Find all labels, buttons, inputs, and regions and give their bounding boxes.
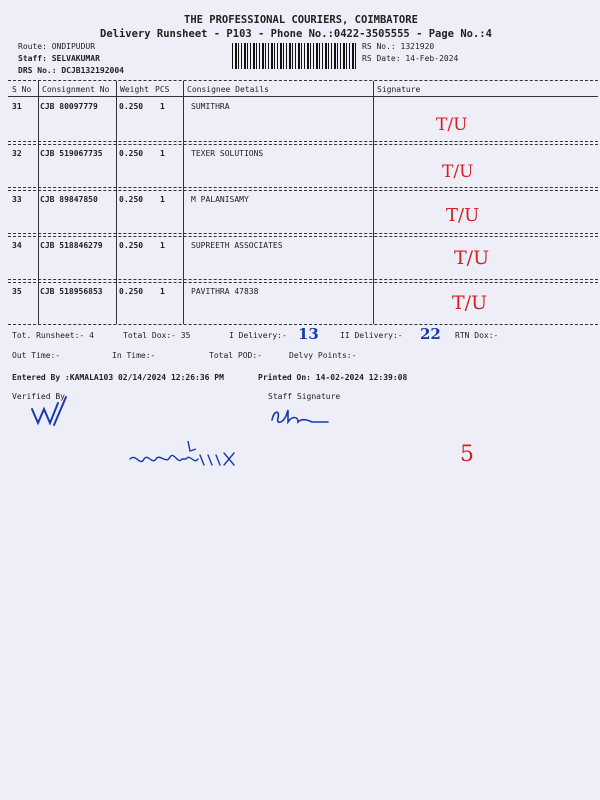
- row-sno: 32: [12, 149, 22, 158]
- signature-mark: T/U: [452, 292, 488, 314]
- row-pcs: 1: [160, 149, 165, 158]
- col-header-signature: Signature: [377, 85, 421, 94]
- table-top-rule: [8, 80, 598, 81]
- rtn-dox: RTN Dox:-: [455, 331, 499, 340]
- verifier-signature: [28, 395, 80, 429]
- row-divider: [8, 236, 598, 237]
- row-consignee: M PALANISAMY: [191, 195, 249, 204]
- row-weight: 0.250: [119, 102, 144, 111]
- entered-by: Entered By :KAMALA103 02/14/2024 12:26:36 PM: [12, 373, 224, 382]
- row-consignee: SUPREETH ASSOCIATES: [191, 241, 283, 250]
- rs-number: RS No.: 1321920: [362, 42, 435, 51]
- out-time: Out Time:-: [12, 351, 61, 360]
- signature-mark: T/U: [442, 162, 474, 182]
- company-title: THE PROFESSIONAL COURIERS, COIMBATORE: [184, 14, 418, 26]
- col-separator: [116, 81, 117, 324]
- row-pcs: 1: [160, 287, 165, 296]
- signature-mark: T/U: [454, 247, 490, 269]
- rs-date: RS Date: 14-Feb-2024: [362, 54, 459, 63]
- col-header-consignee: Consignee Details: [187, 85, 269, 94]
- row-pcs: 1: [160, 241, 165, 250]
- runsheet-subtitle: Delivery Runsheet - P103 - Phone No.:0422-3505555 - Page No.:4: [100, 28, 492, 40]
- row-consignee: SUMITHRA: [191, 102, 230, 111]
- drs-label: DRS No.: DCJB132192004: [18, 66, 124, 75]
- row-consignment: CJB 80097779: [40, 102, 98, 111]
- row-sno: 33: [12, 195, 22, 204]
- staff-signature-label: Staff Signature: [268, 392, 341, 401]
- row-consignee: TEXER SOLUTIONS: [191, 149, 264, 158]
- route-label: Route: ONDIPUDUR: [18, 42, 96, 51]
- total-pod: Total POD:-: [209, 351, 262, 360]
- handwritten-note: [126, 437, 246, 473]
- row-divider: [8, 279, 598, 280]
- row-divider: [8, 144, 598, 145]
- tot-runsheet: Tot. Runsheet:- 4: [12, 331, 94, 340]
- row-consignment: CJB 519067735: [40, 149, 103, 158]
- i-delivery-handwritten: 13: [298, 325, 319, 343]
- barcode-image: [232, 43, 358, 69]
- staff-label: Staff: SELVAKUMAR: [18, 54, 100, 63]
- row-divider: [8, 141, 598, 142]
- handwritten-page-number: 5: [460, 442, 474, 467]
- row-pcs: 1: [160, 102, 165, 111]
- delivery-points: Delvy Points:-: [289, 351, 357, 360]
- row-sno: 34: [12, 241, 22, 250]
- row-sno: 31: [12, 102, 22, 111]
- signature-mark: T/U: [436, 115, 468, 135]
- row-pcs: 1: [160, 195, 165, 204]
- in-time: In Time:-: [112, 351, 156, 360]
- ii-delivery-label: II Delivery:-: [340, 331, 403, 340]
- col-header-pcs: PCS: [155, 85, 170, 94]
- row-consignment: CJB 518846279: [40, 241, 103, 250]
- total-dox: Total Dox:- 35: [123, 331, 191, 340]
- printed-on: Printed On: 14-02-2024 12:39:08: [258, 373, 408, 382]
- row-divider: [8, 190, 598, 191]
- row-divider: [8, 187, 598, 188]
- ii-delivery-handwritten: 22: [420, 325, 441, 343]
- row-consignment: CJB 518956853: [40, 287, 103, 296]
- verified-by-label: Verified By: [12, 392, 65, 401]
- row-sno: 35: [12, 287, 22, 296]
- col-separator: [38, 81, 39, 324]
- col-header-sno: S No: [12, 85, 32, 94]
- row-weight: 0.250: [119, 195, 144, 204]
- row-weight: 0.250: [119, 241, 144, 250]
- col-header-consignment: Consignment No: [42, 85, 110, 94]
- col-separator: [373, 81, 374, 324]
- row-consignee: PAVITHRA 47838: [191, 287, 259, 296]
- col-header-weight: Weight: [120, 85, 149, 94]
- signature-mark: T/U: [446, 205, 480, 226]
- row-divider: [8, 233, 598, 234]
- table-header-rule: [8, 96, 598, 97]
- row-weight: 0.250: [119, 149, 144, 158]
- col-separator: [183, 81, 184, 324]
- row-consignment: CJB 89847850: [40, 195, 98, 204]
- i-delivery-label: I Delivery:-: [229, 331, 287, 340]
- staff-signature: [268, 406, 332, 428]
- row-divider: [8, 282, 598, 283]
- row-weight: 0.250: [119, 287, 144, 296]
